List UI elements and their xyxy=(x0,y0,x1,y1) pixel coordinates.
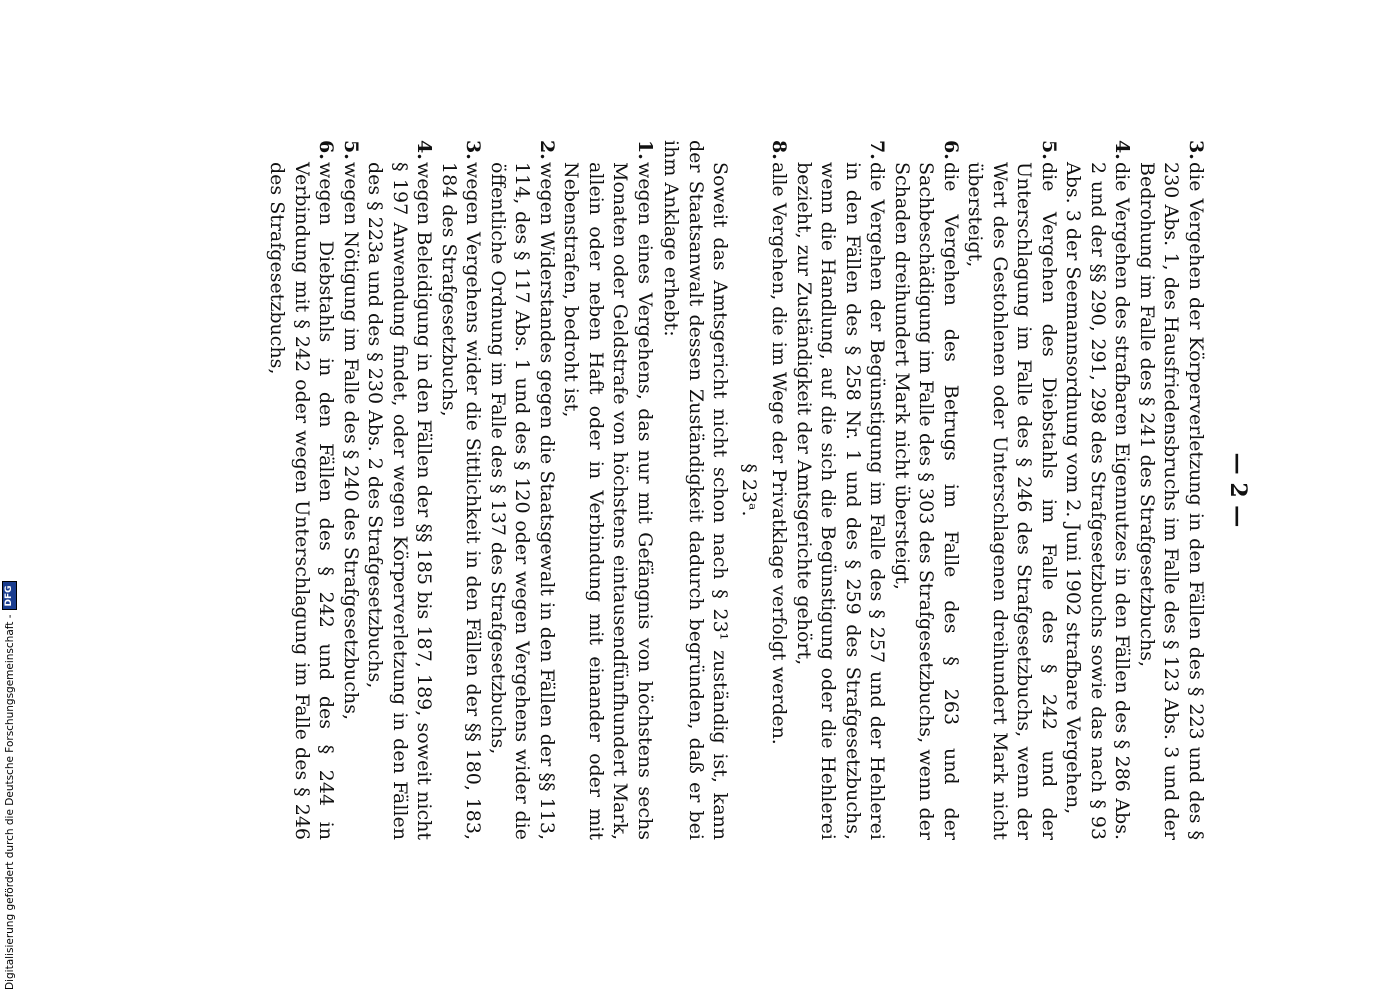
digitization-footer xyxy=(2,581,17,990)
list-item xyxy=(890,140,964,840)
list-item xyxy=(1061,140,1135,840)
item-text: die Vergehen der Körperverletzung in den Fällen des § 223 und des § 230 Abs. 1, des Hausfriedensbruchs im Falle des § 123 Abs. 3 und der Bedrohung im Falle des § 241 des Strafgesetzbuchs, xyxy=(1136,162,1207,840)
footer-text: Digitalisierung gefördert durch die Deutsche Forschungsgemeinschaft - xyxy=(3,614,16,990)
page-number: — 2 — xyxy=(1225,452,1251,528)
list-item xyxy=(265,140,339,840)
list-item xyxy=(963,140,1061,840)
item-text: wegen Beleidigung in den Fällen der §§ 185 bis 187, 189, soweit nicht § 197 Anwendung findet, oder wegen Körperverletzung in den Fällen des § 223a und des § 230 Abs. 2 des Strafgesetzbuchs, xyxy=(364,162,436,840)
item-number: 6. xyxy=(940,140,962,160)
item-text: alle Vergehen, die im Wege der Privatklage verfolgt werden. xyxy=(768,162,791,745)
list-item xyxy=(437,140,486,840)
section-title: § 23ᵃ. xyxy=(738,463,760,517)
item-number: 7. xyxy=(866,140,889,160)
item-text: wegen Widerstandes gegen die Staatsgewalt in den Fällen der §§ 113, 114, des § 117 Abs. 1 und des § 120 oder wegen Vergehens wider die öffentliche Ordnung im Falle des § 137 des Strafgesetzbuchs, xyxy=(487,162,558,840)
document-page xyxy=(100,140,1250,840)
item-number: 4. xyxy=(413,140,436,160)
item-text: die Vergehen des Betrugs im Falle des § 263 und der Sachbeschädigung im Falle des § 303 des Strafgesetzbuchs, wenn der Schaden dreihundert Mark nicht übersteigt, xyxy=(891,162,962,840)
item-text: die Vergehen des strafbaren Eigennutzes in den Fällen des § 286 Abs. 2 und der §§ 290, 291, 298 des Strafgesetzbuchs sowie das nach § 93 Abs. 3 der Seemannsordnung vom 2. Juni 1902 strafbare Vergehen, xyxy=(1062,162,1134,840)
list-item xyxy=(339,140,364,840)
item-number: 1. xyxy=(634,140,656,160)
item-number: 5. xyxy=(340,140,362,160)
item-text: wegen Vergehens wider die Sittlichkeit in den Fällen der §§ 180, 183, 184 des Strafgesetzbuchs, xyxy=(438,162,485,840)
item-number: 6. xyxy=(315,140,338,160)
list-item xyxy=(767,140,792,840)
item-number: 2. xyxy=(536,140,558,160)
item-text: wegen eines Vergehens, das nur mit Gefängnis von höchstens sechs Monaten oder Geldstrafe von höchstens eintausendfünfhundert Mark, allein oder neben Haft oder in Verbindung mit einander oder mit Nebenstrafen, bedroht ist, xyxy=(560,162,656,840)
dfg-logo: DFG xyxy=(2,581,17,610)
list-item xyxy=(1135,140,1209,840)
item-text: die Vergehen der Begünstigung im Falle des § 257 und der Hehlerei in den Fällen des § 258 Nr. 1 und des § 259 des Strafgesetzbuchs, wenn die Handlung, auf die sich die Begünstigung oder die Hehlerei bezieht, zur Zuständigkeit der Amtsgerichte gehört, xyxy=(793,162,889,840)
item-text: die Vergehen des Diebstahls im Falle des § 242 und der Unterschlagung im Falle des § 246 des Strafgesetzbuchs, wenn der Wert des Gestohlenen oder Unterschlagenen dreihundert Mark nicht übersteigt, xyxy=(964,162,1060,840)
item-number: 3. xyxy=(462,140,485,160)
list-item xyxy=(363,140,437,840)
list-item xyxy=(486,140,560,840)
item-number: 4. xyxy=(1111,140,1134,160)
list-a xyxy=(767,140,1208,840)
list-item xyxy=(559,140,657,840)
item-number: 3. xyxy=(1185,140,1207,160)
list-item xyxy=(792,140,890,840)
intro-paragraph: Soweit das Amtsgericht nicht schon nach § 23¹ zuständig ist, kann der Staatsanwalt dessen Zuständigkeit dadurch begründen, daß er bei ihm Anklage erhebt: xyxy=(660,140,732,840)
item-text: wegen Nötigung im Falle des § 240 des Strafgesetzbuchs, xyxy=(340,162,362,721)
list-b xyxy=(265,140,657,840)
item-number: 8. xyxy=(768,140,791,160)
item-text: wegen Diebstahls in den Fällen des § 242 und des § 244 in Verbindung mit § 242 oder wegen Unterschlagung im Falle des § 246 des Strafgesetzbuchs, xyxy=(266,162,338,840)
item-number: 5. xyxy=(1038,140,1060,160)
